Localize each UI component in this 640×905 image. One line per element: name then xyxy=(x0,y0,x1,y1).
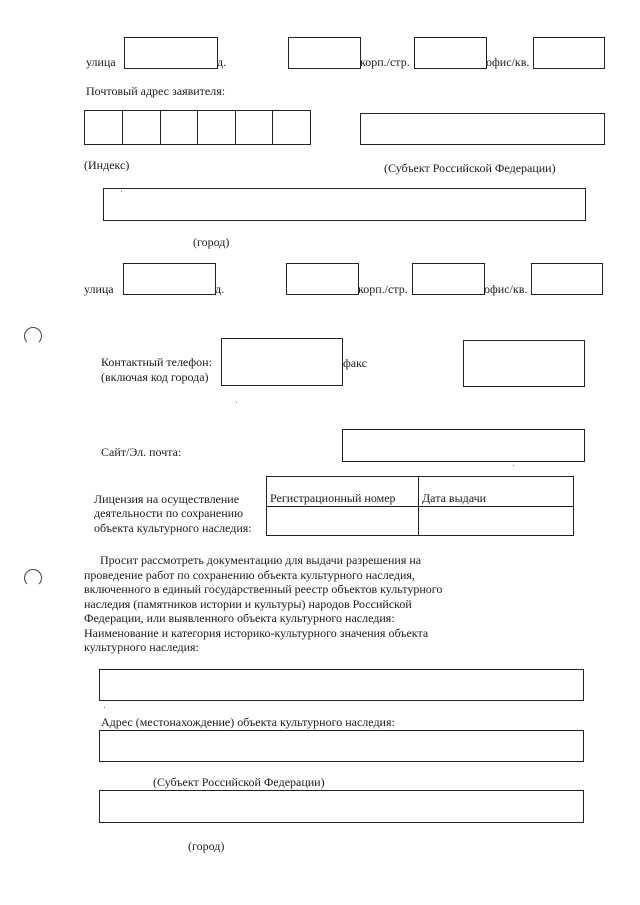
house-field[interactable] xyxy=(286,263,359,295)
postal-address-heading: Почтовый адрес заявителя: xyxy=(86,84,226,98)
request-line: наследия (памятников истории и культуры) народов Российской xyxy=(84,597,412,611)
postal-city-field[interactable] xyxy=(103,188,586,221)
phone-sublabel: (включая код города) xyxy=(101,370,209,384)
house-field[interactable] xyxy=(288,37,361,69)
scan-speck xyxy=(236,402,237,403)
license-reg-number-header: Регистрационный номер xyxy=(267,477,419,507)
license-reg-number-cell[interactable] xyxy=(267,507,419,536)
street-field[interactable] xyxy=(123,263,216,295)
city-caption: (город) xyxy=(193,235,230,249)
request-line: проведение работ по сохранению объекта культурного наследия, xyxy=(84,568,415,582)
subject-caption: (Субъект Российской Федерации) xyxy=(384,161,556,175)
license-issue-date-cell[interactable] xyxy=(419,507,574,536)
street-label: улица xyxy=(86,55,116,69)
request-line: включенного в единый государственный реестр объектов культурного xyxy=(84,582,443,596)
object-address-label: Адрес (местонахождение) объекта культурного наследия: xyxy=(101,715,395,729)
building-label: корп./стр. xyxy=(358,282,408,296)
postal-index-cells[interactable] xyxy=(84,110,311,145)
index-cell-divider xyxy=(122,111,123,144)
scan-speck xyxy=(513,465,514,466)
license-label: Лицензия на осуществление xyxy=(94,492,240,506)
postal-subject-field[interactable] xyxy=(360,113,605,145)
license-label: деятельности по сохранению xyxy=(94,506,244,520)
index-cell-divider xyxy=(197,111,198,144)
scan-speck xyxy=(121,191,122,192)
site-email-field[interactable] xyxy=(342,429,585,462)
fax-label: факс xyxy=(343,356,367,370)
scan-speck xyxy=(104,707,105,708)
index-cell-divider xyxy=(160,111,161,144)
license-issue-date-header: Дата выдачи xyxy=(419,477,574,507)
object-address-field[interactable] xyxy=(99,730,584,762)
request-line: Наименование и категория историко-культурного значения объекта xyxy=(84,626,429,640)
punch-hole-icon xyxy=(24,569,42,587)
index-caption: (Индекс) xyxy=(84,158,130,172)
office-label: офис/кв. xyxy=(484,282,528,296)
office-field[interactable] xyxy=(533,37,605,69)
request-line: культурного наследия: xyxy=(84,640,199,654)
street-field[interactable] xyxy=(124,37,218,69)
building-field[interactable] xyxy=(412,263,485,295)
object-subject-caption: (Субъект Российской Федерации) xyxy=(153,775,325,789)
house-label: д. xyxy=(215,282,225,296)
building-label: корп./стр. xyxy=(360,55,410,69)
house-label: д. xyxy=(217,55,227,69)
phone-label: Контактный телефон: xyxy=(101,355,212,369)
fax-field[interactable] xyxy=(463,340,585,387)
license-label: объекта культурного наследия: xyxy=(94,521,252,535)
office-field[interactable] xyxy=(531,263,603,295)
building-field[interactable] xyxy=(414,37,487,69)
license-table xyxy=(266,476,574,536)
object-city-caption: (город) xyxy=(188,839,225,853)
punch-hole-icon xyxy=(24,327,42,345)
request-line: Федерации, или выявленного объекта культурного наследия: xyxy=(84,611,395,625)
object-name-field[interactable] xyxy=(99,669,584,701)
street-label: улица xyxy=(84,282,114,296)
phone-field[interactable] xyxy=(221,338,343,386)
office-label: офис/кв. xyxy=(486,55,530,69)
index-cell-divider xyxy=(235,111,236,144)
request-line: Просит рассмотреть документацию для выдачи разрешения на xyxy=(100,553,422,567)
object-subject-field[interactable] xyxy=(99,790,584,823)
index-cell-divider xyxy=(272,111,273,144)
site-email-label: Сайт/Эл. почта: xyxy=(101,445,182,459)
